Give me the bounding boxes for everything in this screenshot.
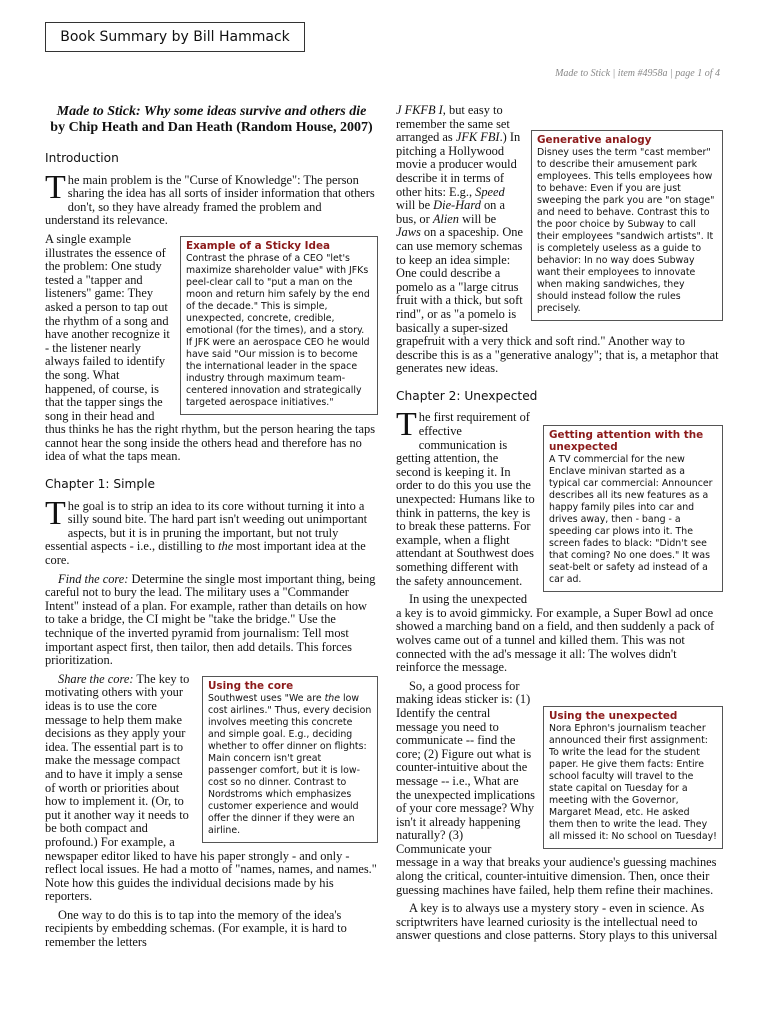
chapter-2-heading: Chapter 2: Unexpected — [396, 388, 538, 403]
left-column — [45, 104, 378, 955]
chapter-1-heading: Chapter 1: Simple — [45, 477, 155, 492]
schema-jfk: JFK FBI — [455, 130, 500, 145]
find-core-text: Determine the single most important thing, being careful not to bury the lead. The military uses a "Commander Intent" instead of a plan. For example, rather than details on how to take a bridge, the CI might be "take the bridge." Use the technique of the inverted pyramid from journalism: Tell most important aspect first, then tailor, then add details. This forces prioritization. — [45, 571, 376, 668]
schema-text-f: will be — [458, 211, 497, 226]
sidebar-using-unexpected — [543, 706, 723, 849]
sidebar-body-em: the — [324, 692, 340, 704]
sidebar-title: Using the core — [208, 679, 294, 692]
schema-letters: J FKFB I — [396, 103, 443, 117]
ch1-paragraph-1 — [45, 494, 378, 568]
book-title-authors: by Chip Heath and Dan Heath (Random House, 2007) — [50, 120, 373, 135]
sidebar-title: Using the unexpected — [549, 709, 678, 722]
ch1-paragraph-2 — [45, 573, 378, 668]
sidebar-getting-attention — [543, 425, 723, 592]
ch1-text-em: the — [218, 539, 234, 554]
sidebar-title: Getting attention with the unexpected — [549, 429, 704, 454]
intro-paragraph-1 — [45, 168, 378, 228]
intro-heading: Introduction — [45, 151, 119, 165]
movie-speed: Speed — [475, 184, 505, 199]
sidebar-title: Generative analogy — [537, 134, 652, 146]
ch2-text-1: he first requirement of effective communication is getting attention, the second is keeping it. In order to do this you use the unexpected: Humans like to think in patterns, the key is to break these patterns. For example, when a flight attendant at Southwest does something different with the safety announcement. — [396, 410, 535, 588]
movie-jaws: Jaws — [396, 225, 421, 240]
sidebar-body: Nora Ephron's journalism teacher announced their first assignment: To write the lead for the student paper. He give them facts: Entire school faculty will travel to the state capital on Tuesday for a meeting with the Governor, Margaret Mead, etc. He asked them then to write the lead. They all missed it: No school on Tuesday! — [549, 722, 717, 842]
share-core-text: The key to motivating others with your ideas is to use the core message to help them make decisions as they apply your idea. The essential part is to make the message compact and to have it imply a sense of worth or priorities about how to implement it. (Or, to put it another way it needs to be both compact and profound.) For example, a newspaper editor liked to have his paper strongly - and only - reflect local issues. He had a motto of "names, names, and names." Note how this guides the individual decisions made by his reporters. — [45, 671, 377, 904]
book-title-main: Made to Stick: Why some ideas survive and others die — [56, 104, 367, 119]
sidebar-body-a: Southwest uses "We are — [208, 692, 325, 704]
intro-paragraph-2: A single example illustrates the essence of the problem: One study tested a "tapper and listeners" game: They asked a person to tap out the rhythm of a song and have another recognize it - the listener nearly always failed to identify the song. What happened, of course, is that the tapper sings the song in their head and thus thinks he has the right rhythm, but the person hearing the taps cannot hear the song inside the others head and therefore has no idea of what the taps mean. — [45, 231, 376, 464]
find-core-lead: Find the core: — [58, 571, 129, 586]
schema-text-e: on a bus, or — [396, 198, 505, 226]
movie-alien: Alien — [432, 211, 459, 226]
schema-text-g: on a spaceship. One can use memory schemas to keep an idea simple: One could describe a pomelo as a "large citrus fruit with a thick, but soft rind", or as "a pomelo is basically a super-sized grapefruit with a very thick and soft rind." Another way to describe this is as a "generative analogy"; that is, a metaphor that generates new ideas. — [396, 225, 719, 376]
movie-diehard: Die-Hard — [433, 198, 481, 213]
book-title — [45, 104, 378, 136]
ch2-paragraph-3: So, a good process for making ideas sticker is: (1) Identify the central message you need to communicate -- find the core; (2) Figure out what is counter-intuitive about the message -- i.e., What are the unexpected implications of your core message? Why isn't it already happening naturally? (3) Communicate your message in a way that breaks your audience's guessing machines along the critical, counter-intuitive dimension. Then, once their guessing machines have failed, help them refine their machines. — [396, 678, 717, 897]
sidebar-title: Example of a Sticky Idea — [186, 239, 331, 252]
ch1-paragraph-4-start: One way to do this is to tap into the memory of the idea's recipients by embedding schemas. (For example, it is hard to remember the letters — [45, 907, 347, 950]
schema-text-d: will be — [396, 198, 434, 213]
intro-text-1: he main problem is the "Curse of Knowledge": The person sharing the idea has all sorts of insider information that others don't, so they have already framed the problem and understand its relevance. — [45, 172, 375, 228]
document-header-title: Book Summary by Bill Hammack — [45, 22, 305, 52]
sidebar-using-core — [202, 676, 378, 843]
sidebar-sticky-idea — [180, 236, 378, 415]
drop-cap: T — [45, 494, 66, 532]
schema-text-c: .) In pitching a Hollywood movie a producer would describe it in terms of other hits: E.g., — [396, 130, 521, 199]
drop-cap: T — [45, 168, 66, 206]
right-column — [396, 104, 723, 948]
share-core-lead: Share the core: — [58, 671, 134, 686]
ch2-paragraph-2: In using the unexpected a key is to avoid gimmicky. For example, a Super Bowl ad once showed a marching band on a field, and then suddenly a pack of wolves came out of a tunnel and killed them. This was not connected with the ad's message it all: The wolves didn't reinforce the message. — [396, 592, 715, 675]
sidebar-generative-analogy — [531, 130, 723, 321]
sidebar-body: Contrast the phrase of a CEO "let's maximize shareholder value" with JFKs peel-clear call to "put a man on the moon and return him safely by the end of the decade." This is simple, unexpected, concrete, credible, emotional (for the times), and a story. If JFK were an aerospace CEO he would have said "Our mission is to become the international leader in the space industry through maximum team-centered innovation and strategically targeted aerospace initiatives." — [186, 252, 370, 408]
drop-cap: T — [396, 406, 417, 444]
sidebar-body: Disney uses the term "cast member" to describe their amusement park employees. This tells employees how to behave: Even if you are just sweeping the park you are "on stage" and need to behave. Contrast this to the poor choice by Subway to call their employees "sandwich artists". It is completely useless as a guide to behavior: In no way does Subway want their employees to innovate when making sandwiches, they should instead follow the rules precisely. — [537, 147, 715, 314]
ch1-text-a: he goal is to strip an idea to its core without turning it into a silly sound bite. The hard part isn't weeding out unimportant aspects, but it is in pruning the important, but not truly essential aspects - i.e., distilling to — [45, 498, 368, 554]
ch1-text-b: most important idea at the core. — [45, 539, 366, 568]
sidebar-body: A TV commercial for the new Enclave minivan started as a typical car commercial: Announcer describes all its new features as a happy family piles into car and drives away, then - bang - a speeding car plows into it. The screen fades to black: "Didn't see that coming? No one does." It was seat-belt or safety ad instead of a car ad. — [549, 454, 713, 586]
sidebar-body-b: low cost airlines." Thus, every decision involves meeting this concrete and simple goal. E.g., deciding whether to offer dinner on flights: Main concern isn't great passenger comfort, but it is low-cost so no dinner. Contrast to Nordstroms which emphasizes customer experience and would offer the dinner if they were an airline. — [208, 692, 372, 836]
schema-text-b: , but easy to remember the same set arranged as — [396, 103, 510, 145]
ch2-paragraph-4: A key is to always use a mystery story - even in science. As scriptwriters have learned curiosity is the intellectual need to answer questions and close patterns. Story plays to this universal — [396, 901, 718, 943]
page-meta: Made to Stick | item #4958a | page 1 of 4 — [555, 68, 720, 79]
